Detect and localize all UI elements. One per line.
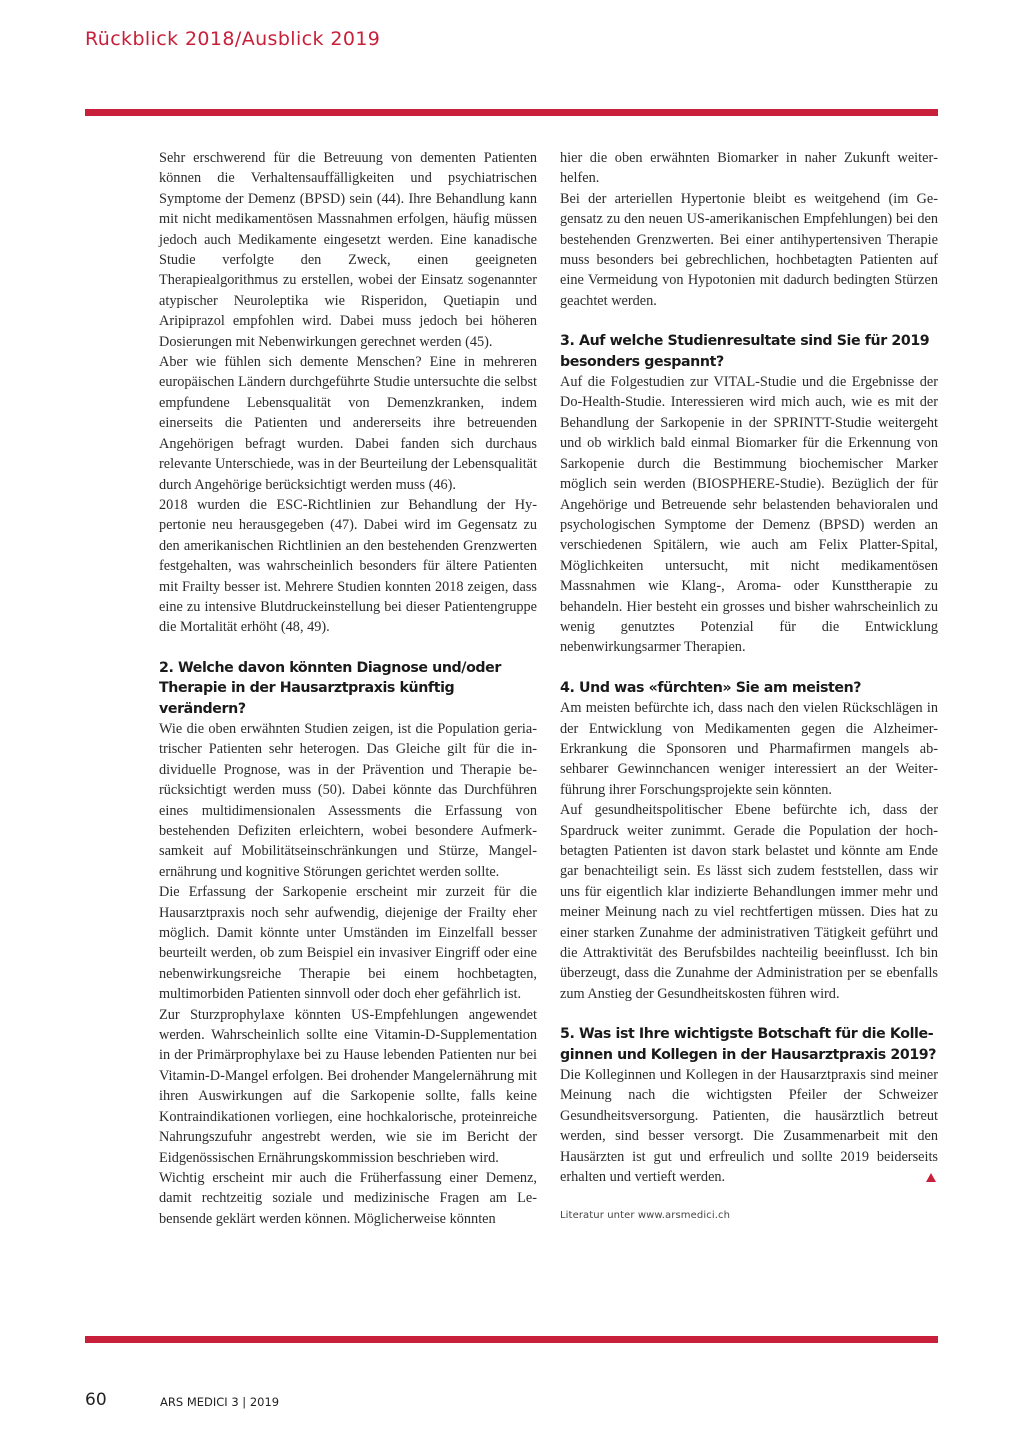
question-heading-2: 2. Welche davon könnten Diagnose und/oder Therapie in der Hausarztpraxis künftig verändern?	[159, 659, 501, 717]
paragraph: Sehr erschwerend für die Betreuung von dementen Patienten können die Verhaltensauffälligkeiten und psychiatrischen Symptome der Demenz (BPSD) sein (44). Ihre Behandlung kann mit nicht medikamentösen Massnahmen erfolgen, häufig müssen jedoch auch Medikamente eingesetzt werden. Eine kanadische Studie verfolgte den Zweck, einen geeigneten Therapiealgorithmus zu erstellen, wobei der Einsatz sogenannter atypischer Neuroleptika wie Risperidon, Quetiapin und Aripiprazol empfohlen wird. Dabei muss jedoch bei höheren Dosierungen mit Nebenwirkungen gerechnet werden (45).	[159, 150, 537, 350]
journal-issue: ARS MEDICI 3 | 2019	[160, 1395, 280, 1409]
question-heading-4: 4. Und was «fürchten» Sie am meisten?	[560, 679, 862, 696]
paragraph: Aber wie fühlen sich demente Menschen? Eine in mehreren europäischen Ländern durchgeführte Studie untersuchte die selbst empfundene Lebensqualität von Demenzkranken, indem einerseits die Patienten und andererseits ihre betreuenden Angehörigen befragt wurden. Dabei fanden sich durchaus relevante Unterschiede, was in der Beurteilung der Lebensqualität durch Angehörige berücksichtigt werden muss (46).	[159, 354, 537, 493]
left-column	[159, 148, 537, 1229]
spacer	[560, 1004, 938, 1024]
paragraph: Zur Sturzprophylaxe könnten US-Empfehlungen angewendet werden. Wahrscheinlich sollte eine Vitamin-D-Supplementation in der Primärprophylaxe bei zu Hause lebenden Patienten nur bei Vitamin-D-Mangel erfolgen. Bei drohender Mangelernährung mit ihren Auswirkungen auf die Sarkopenie sollte, falls keine Kontraindikationen vorliegen, eine hochkalorische, proteinreiche Nahrungszufuhr angestrebt werden, wie sie im Bericht der Eidgenössischen Ernährungskommission beschrieben wird.	[159, 1006, 537, 1166]
paragraph: Wie die oben erwähnten Studien zeigen, ist die Population geriatrischer Patienten sehr heterogen. Das Gleiche gilt für die individuelle Prognose, was in der Prävention und Therapie berücksichtigt werden muss (50). Dabei könnte das Durchführen eines multidimensionalen Assessments die Erfassung von bestehenden Defiziten erleichtern, wobei besondere Aufmerksamkeit auf Mobilitätseinschränkungen und Stürze, Mangelernährung und kognitive Störungen gerichtet werden sollte.	[159, 720, 537, 880]
right-column	[560, 148, 938, 1226]
literature-link[interactable]: Literatur unter www.arsmedici.ch	[560, 1209, 731, 1221]
paragraph: 2018 wurden die ESC-Richtlinien zur Behandlung der Hypertonie neu herausgegeben (47). Dabei wird im Gegensatz zu den amerikanischen Richtlinien an den bestehenden Grenzwerten festgehalten, was wahrscheinlich besonders für ältere Patienten mit Frailty besser ist. Mehrere Studien konnten 2018 zeigen, dass eine zu intensive Blutdruckeinstellung bei dieser Patientengruppe die Mortalität erhöht (48, 49).	[159, 496, 537, 636]
question-heading-5: 5. Was ist Ihre wichtigste Botschaft für die Kolleginnen und Kollegen in der Hausarztpraxis 2019?	[560, 1026, 937, 1063]
paragraph: Auf die Folgestudien zur VITAL-Studie und die Ergebnisse der Do-Health-Studie. Interessieren wird mich auch, wie es mit der Behandlung der Sarkopenie in der SPRINTT-Studie weitergeht und ob wirklich bald einmal Biomarker für die Erkennung von Sarkopenie durch die Bestimmung biochemischer Marker möglich sein werden (BIOSPHERE-Studie). Bezüglich der für Angehörige und Betreuende sehr belastenden behavioralen und psychologischen Symptome der Demenz (BPSD) werden an verschiedenen Spitälern, wie auch am Felix Platter-Spital, Möglichkeiten untersucht, mit nicht medikamentösen Massnahmen wie Klang-, Aroma- oder Kunsttherapie zu behandeln. Hier besteht ein grosses und bisher wahrscheinlich zu wenig genutztes Potenzial für die Entwicklung nebenwirkungsarmer Therapien.	[560, 374, 938, 656]
spacer	[560, 311, 938, 331]
header-rule	[85, 109, 938, 116]
spacer	[560, 658, 938, 678]
page-number: 60	[85, 1390, 107, 1410]
footer-rule	[85, 1336, 938, 1343]
paragraph: Wichtig erscheint mir auch die Früherfassung einer Demenz, damit rechtzeitig soziale und medizinische Fragen am Lebensende geklärt werden können. Möglicherweise könnten	[159, 1169, 537, 1227]
spacer	[159, 638, 537, 658]
last-paragraph	[560, 1065, 938, 1187]
paragraph-text: Die Kolleginnen und Kollegen in der Hausarztpraxis sind meiner Meinung nach die wichtigsten Pfeiler der Schweizer Gesundheitsversorgung. Patienten, die hausärztlich betreut werden, sind besser versorgt. Die Zusammenarbeit mit den Hausärzten ist gut und erfreulich und sollte 2019 beiderseits erhalten und vertieft werden.	[560, 1067, 938, 1186]
paragraph: Auf gesundheitspolitischer Ebene befürchte ich, dass der Spardruck weiter zunimmt. Gerade die Population der hochbetagten Patienten ist davon stark belastet und könnte am Ende gar benachteiligt sein. Es lässt sich zudem feststellen, dass wir uns für eigentlich klar indizierte Behandlungen immer mehr und meiner Meinung nach zu viel rechtfertigen müssen. Dies hat zu einer starken Zunahme der administrativen Tätigkeit geführt und die Attraktivität des Berufsbildes nachteilig beeinflusst. Ich bin überzeugt, dass die Zunahme der Administration per se ebenfalls zum Anstieg der Gesundheitskosten führen wird.	[560, 802, 938, 1002]
question-heading-3: 3. Auf welche Studienresultate sind Sie für 2019 besonders gespannt?	[560, 333, 930, 370]
paragraph: Die Erfassung der Sarkopenie erscheint mir zurzeit für die Hausarztpraxis noch sehr aufwendig, diejenige der Frailty eher möglich. Damit könnte unter Umständen im Einzelfall besser beurteilt werden, ob zum Beispiel ein invasiver Eingriff oder eine nebenwirkungsreiche Therapie bei einem hochbetagten, multimorbiden Patienten sinnvoll oder doch eher gefährlich ist.	[159, 884, 537, 1003]
paragraph: Am meisten befürchte ich, dass nach den vielen Rückschlägen in der Entwicklung von Medikamenten gegen die Alzheimer-Erkrankung die Sponsoren und Pharmafirmen mangels absehbarer Gewinnchancen weniger interessiert an der Weiterführung ihrer Forschungsprojekte sein könnten.	[560, 700, 938, 798]
triangle-end-icon	[926, 1173, 936, 1182]
paragraph: Bei der arteriellen Hypertonie bleibt es weitgehend (im Gegensatz zu den neuen US-amerikanischen Empfehlungen) bei den bestehenden Grenzwerten. Bei einer antihypertensiven Therapie muss besonders bei gebrechlichen, hochbetagten Patienten auf eine Vermeidung von Hypotonien mit dadurch bedingten Stürzen geachtet werden.	[560, 190, 938, 309]
running-title: Rückblick 2018/Ausblick 2019	[85, 28, 381, 50]
paragraph: hier die oben erwähnten Biomarker in naher Zukunft weiterhelfen.	[560, 150, 938, 187]
